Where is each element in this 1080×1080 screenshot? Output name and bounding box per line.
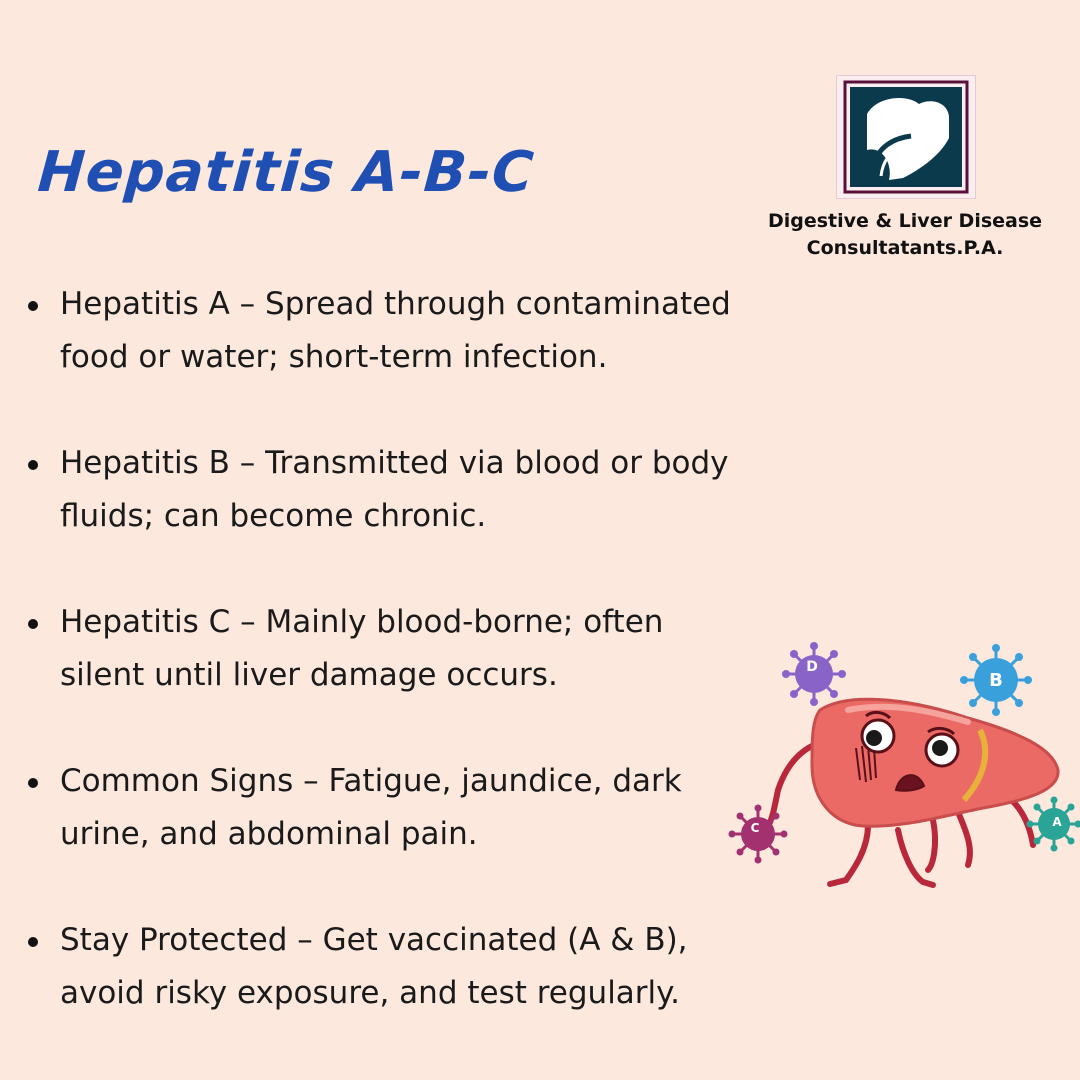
bullet-line: fluids; can become chronic. xyxy=(60,498,487,534)
company-name xyxy=(760,208,1050,262)
bullet-hepatitis-c xyxy=(28,596,798,702)
bullet-line: Hepatitis B – Transmitted via blood or body xyxy=(60,445,729,481)
virus-a-icon xyxy=(1027,797,1080,852)
virus-b-icon xyxy=(960,644,1032,716)
bullet-line: Hepatitis C – Mainly blood-borne; often xyxy=(60,604,664,640)
company-name-line2: Consultatants.P.A. xyxy=(806,237,1004,259)
virus-c-icon xyxy=(729,805,788,864)
virus-label: A xyxy=(1052,815,1062,829)
bullet-hepatitis-a xyxy=(28,278,798,384)
bullet-stay-protected xyxy=(28,914,798,1020)
bullet-line: avoid risky exposure, and test regularly. xyxy=(60,975,680,1011)
liver-logo-icon xyxy=(837,76,975,198)
company-logo xyxy=(836,75,976,199)
bullet-line: silent until liver damage occurs. xyxy=(60,657,558,693)
bullet-line: Hepatitis A – Spread through contaminated xyxy=(60,286,731,322)
company-name-line1: Digestive & Liver Disease xyxy=(767,210,1043,232)
bullet-dot-icon xyxy=(28,778,38,788)
bullet-hepatitis-b xyxy=(28,437,798,543)
bullet-line: Common Signs – Fatigue, jaundice, dark xyxy=(60,763,682,799)
page-title: Hepatitis A-B-C xyxy=(35,140,537,205)
bullet-common-signs xyxy=(28,755,798,861)
virus-label: B xyxy=(989,670,1003,691)
hepatitis-bullet-list xyxy=(28,278,798,1073)
bullet-dot-icon xyxy=(28,460,38,470)
bullet-dot-icon xyxy=(28,937,38,947)
bullet-line: food or water; short-term infection. xyxy=(60,339,608,375)
bullet-dot-icon xyxy=(28,301,38,311)
virus-d-icon xyxy=(782,642,846,706)
bullet-line: Stay Protected – Get vaccinated (A & B), xyxy=(60,922,688,958)
sick-liver-illustration xyxy=(728,640,1080,900)
virus-label: D xyxy=(806,659,818,675)
bullet-line: urine, and abdominal pain. xyxy=(60,816,478,852)
bullet-dot-icon xyxy=(28,619,38,629)
virus-label: C xyxy=(750,821,760,835)
